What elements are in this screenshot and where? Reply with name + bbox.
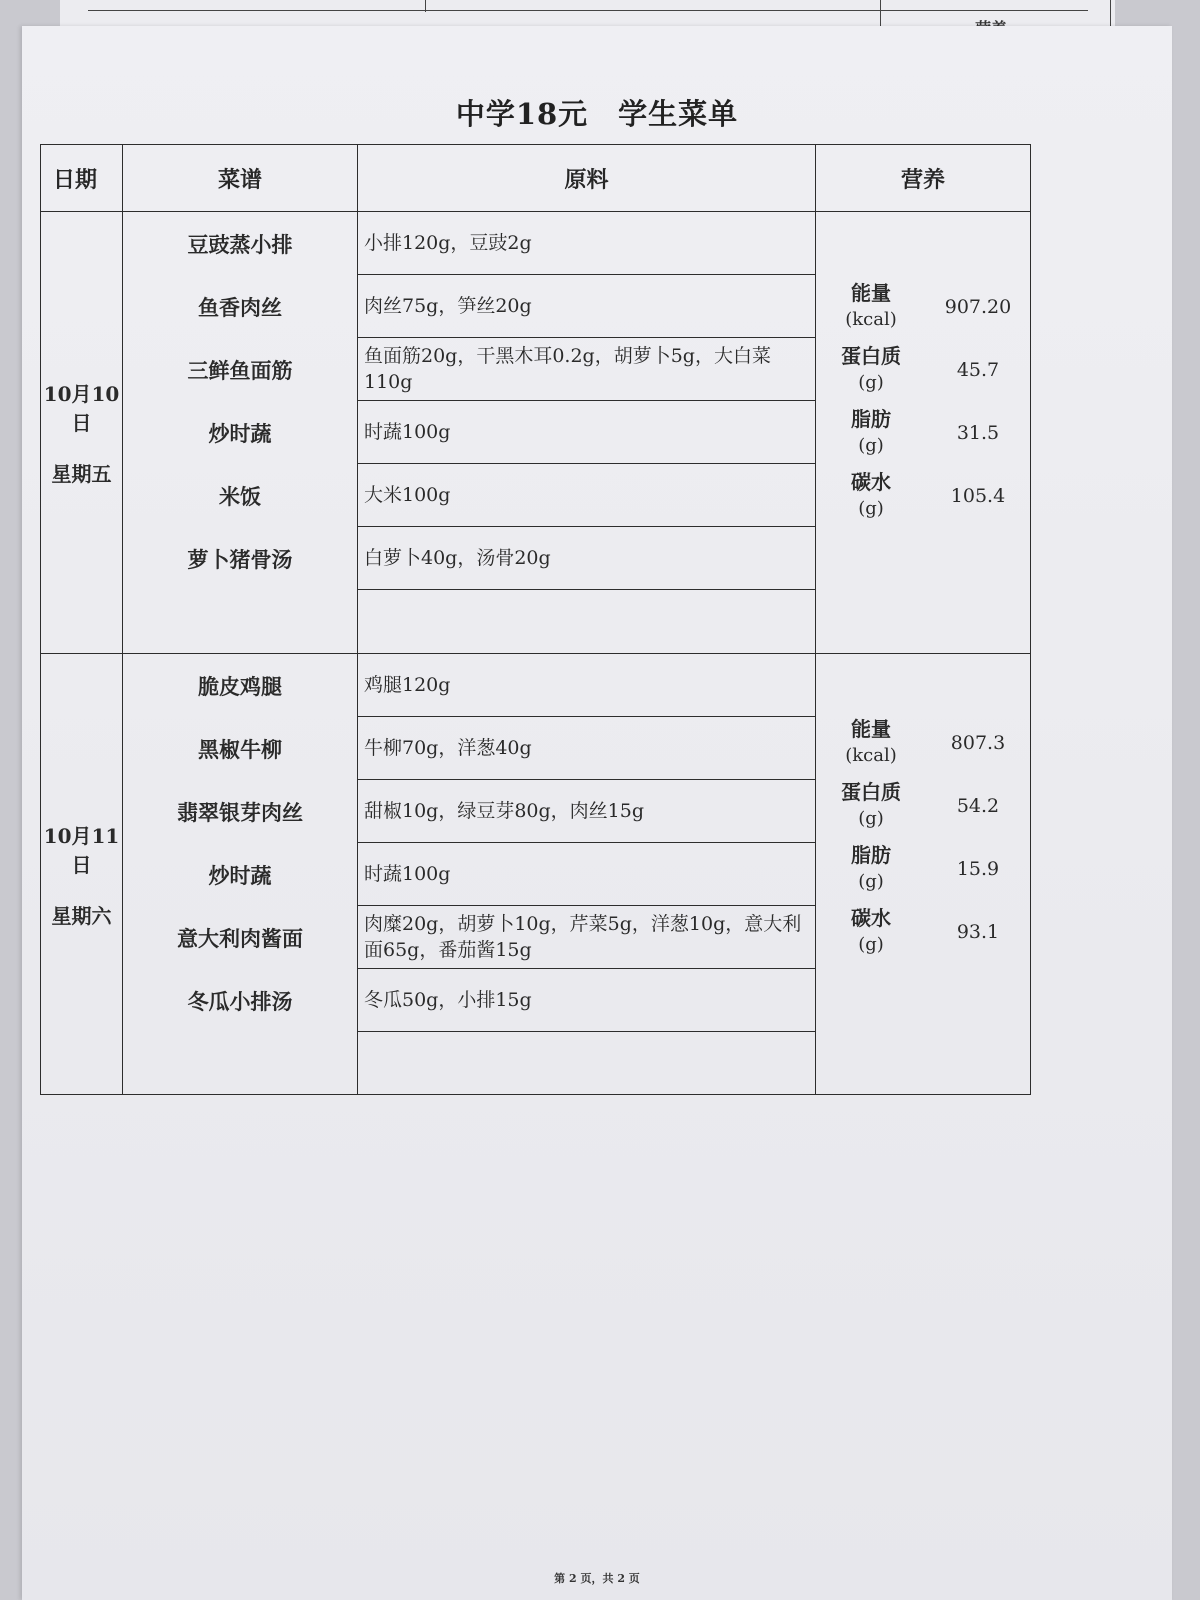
dish-name: 翡翠银芽肉丝 — [177, 799, 303, 825]
nutrition-unit: (g) — [858, 808, 884, 829]
nutrition-value: 15.9 — [956, 857, 1000, 880]
ingredient-text: 牛柳70g，洋葱40g — [358, 717, 815, 780]
ingredient-text: 白萝卜40g，汤骨20g — [358, 527, 815, 590]
nutrition-value: 54.2 — [956, 794, 1000, 817]
nutrition-unit: (g) — [858, 871, 884, 892]
ingredient-text: 冬瓜50g，小排15g — [358, 969, 815, 1032]
dish-name: 米饭 — [219, 483, 261, 509]
nutrition-row — [816, 837, 1030, 900]
nutrition-label: 蛋白质 — [841, 344, 901, 368]
ingredient-text — [358, 590, 815, 652]
nutrition-label: 脂肪 — [851, 843, 891, 867]
dish-name: 炒时蔬 — [208, 420, 272, 446]
nutrition-value: 807.3 — [950, 731, 1006, 754]
dish-name: 萝卜猪骨汤 — [187, 546, 293, 572]
nutrition-cell — [816, 212, 1031, 654]
header-ingredients: 原料 — [358, 145, 816, 212]
nutrition-value: 93.1 — [956, 920, 1000, 943]
ingredient-text: 肉糜20g，胡萝卜10g，芹菜5g，洋葱10g，意大利面65g，番茄酱15g — [358, 906, 815, 969]
document-page — [22, 26, 1172, 1600]
nutrition-cell — [816, 654, 1031, 1095]
nutrition-value: 45.7 — [956, 358, 1000, 381]
ingredient-text: 鱼面筋20g，干黑木耳0.2g，胡萝卜5g，大白菜110g — [358, 338, 815, 401]
nutrition-row — [816, 275, 1030, 338]
dish-cell — [123, 212, 358, 654]
nutrition-label: 碳水 — [851, 470, 891, 494]
dish-name: 冬瓜小排汤 — [187, 988, 293, 1014]
page-footer: 第 2 页，共 2 页 — [554, 1572, 640, 1585]
header-row — [41, 145, 1031, 212]
dish-name: 炒时蔬 — [208, 862, 272, 888]
nutrition-value: 907.20 — [944, 295, 1012, 318]
header-dish: 菜谱 — [123, 145, 358, 212]
ingredient-text: 时蔬100g — [358, 401, 815, 464]
header-date: 日期 — [41, 145, 123, 212]
nutrition-row — [816, 464, 1030, 527]
ingredient-text: 时蔬100g — [358, 843, 815, 906]
nutrition-unit: (g) — [858, 934, 884, 955]
nutrition-label: 能量 — [851, 281, 891, 305]
date-cell — [41, 654, 123, 1095]
ingredient-text: 肉丝75g，笋丝20g — [358, 275, 815, 338]
date: 10月11日 — [43, 823, 120, 877]
nutrition-row — [816, 774, 1030, 837]
ingredient-text — [358, 1032, 815, 1094]
nutrition-unit: (g) — [858, 435, 884, 456]
ingredients-cell — [358, 212, 816, 654]
nutrition-unit: (kcal) — [845, 309, 897, 330]
weekday: 星期六 — [51, 903, 112, 928]
date: 10月10日 — [43, 382, 120, 435]
dish-name: 鱼香肉丝 — [198, 294, 282, 320]
nutrition-row — [816, 900, 1030, 963]
ingredient-text: 大米100g — [358, 464, 815, 527]
day-row — [41, 212, 1031, 654]
nutrition-value: 105.4 — [950, 484, 1006, 507]
nutrition-label: 能量 — [851, 717, 891, 741]
previous-page-rule — [88, 10, 1088, 11]
dish-name: 豆豉蒸小排 — [187, 231, 293, 257]
ingredient-text: 小排120g，豆豉2g — [358, 212, 815, 275]
weekday: 星期五 — [51, 462, 112, 486]
dish-name: 三鲜鱼面筋 — [187, 357, 293, 383]
date-cell — [41, 212, 123, 654]
nutrition-label: 脂肪 — [851, 407, 891, 431]
nutrition-row — [816, 711, 1030, 774]
ingredient-text: 鸡腿120g — [358, 654, 815, 717]
nutrition-label: 蛋白质 — [841, 780, 901, 804]
nutrition-row — [816, 338, 1030, 401]
menu-table — [40, 144, 1031, 1095]
header-nutrition: 营养 — [816, 145, 1031, 212]
nutrition-unit: (g) — [858, 498, 884, 519]
nutrition-row — [816, 401, 1030, 464]
ingredient-text: 甜椒10g，绿豆芽80g，肉丝15g — [358, 780, 815, 843]
nutrition-unit: (kcal) — [845, 745, 897, 766]
previous-page-rule — [425, 0, 426, 12]
dish-cell — [123, 654, 358, 1095]
dish-name: 黑椒牛柳 — [198, 736, 282, 762]
page-title: 中学18元 学生菜单 — [455, 97, 739, 131]
nutrition-unit: (g) — [858, 372, 884, 393]
day-row — [41, 654, 1031, 1095]
dish-name: 脆皮鸡腿 — [198, 673, 282, 699]
dish-name: 意大利肉酱面 — [177, 925, 303, 951]
nutrition-value: 31.5 — [956, 421, 1000, 444]
nutrition-label: 碳水 — [851, 906, 891, 930]
ingredients-cell — [358, 654, 816, 1095]
